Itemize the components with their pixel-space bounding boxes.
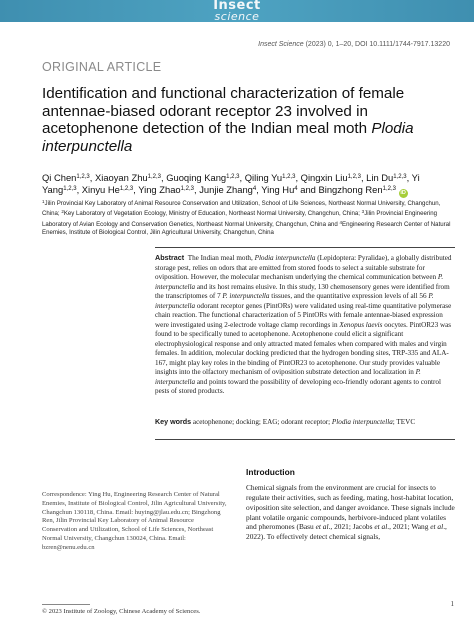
author-name: Junjie Zhang (199, 183, 253, 195)
footer-rule (42, 604, 90, 605)
introduction-text (246, 483, 456, 542)
abstract-species: P. interpunctella (155, 273, 444, 291)
abstract-text: odorant receptor genes (PintORs) were validated using real-time quantitative polymerase chain reaction. The functional characterization of 5 PintORs with female antennae-biased expression were investigated using 2-electrode voltage clamp recordings in (155, 301, 452, 329)
author-affiliation-marker: 1,2,3 (282, 174, 296, 180)
abstract-species: P. interpunctella (155, 292, 434, 310)
journal-citation (258, 41, 450, 48)
keywords-heading: Key words (155, 418, 192, 426)
author-separator: , (256, 183, 262, 195)
abstract-text: (Lepidoptera: Pyralidae), a globally distributed storage pest, relies on odors that are emitted from stored foods to select a suitable substrate for oviposition. However, the molecular mechanism underlying the chemical communication between (155, 254, 452, 281)
abstract-top-rule (155, 247, 455, 248)
author-name: Qiling Yu (244, 172, 283, 183)
intro-text: Chemical signals from the environment are crucial for insects to regulate their activities, such as feeding, mating, host-habitat location, oviposition site selection, and danger avoidance. These signals include plant volatile organic compounds, herbivore-induced plant volatiles and pheromones (Basu (246, 483, 455, 532)
journal-logo (195, 0, 279, 23)
author-separator: , (160, 172, 167, 183)
abstract-text: oocytes. PintOR23 was found to be specifically tuned to acetophenone. Acetophenone could elicit a significant electrophysiological response and only attracted mated females when compared with males and virgin females. In addition, molecular docking predicted that the hydrogen bonding sites, TRP-335 and ALA-167, might play key roles in the binding of PintOR23 to acetophenone. Our study provides valuable insights into the olfactory mechanism of oviposition substrate detection and localization in (155, 320, 452, 376)
citation-details: (2023) 0, 1–20, DOI 10.1111/1744-7917.13220 (303, 41, 450, 48)
affiliation-number: 3 (361, 209, 365, 215)
author-name: Yi Yang (42, 172, 420, 195)
intro-etal: et al (430, 522, 444, 532)
author-name: Ying Hu (261, 183, 295, 195)
author-affiliation-marker: 4 (252, 185, 257, 192)
orcid-icon[interactable]: iD (400, 189, 406, 196)
author-separator: , (76, 183, 82, 195)
copyright-notice: © 2023 Institute of Zoology, Chinese Academy of Sciences. (42, 608, 201, 615)
affiliations (42, 198, 452, 237)
keywords-species: Plodia interpunctella (331, 418, 393, 426)
affiliation-number: 1 (42, 199, 45, 204)
author-separator: , (239, 172, 245, 183)
abstract-species: Plodia interpunctella (254, 254, 316, 262)
affiliation-item (61, 210, 361, 217)
title-main: Identification and functional characterization of female antennae-biased odorant receptor 23 involved in acetophenone detection of the Indian meal moth (42, 85, 405, 138)
keywords (155, 418, 455, 428)
author-affiliation-marker: 1,2,3 (119, 185, 134, 192)
article-type: ORIGINAL ARTICLE (42, 60, 162, 74)
abstract-species: P. interpunctella (155, 368, 421, 386)
affiliation-text: Jilin Provincial Key Laboratory of Animal Resource Conservation and Utilization, School of Life Sciences, Northeast Normal University, Changchun, China; (42, 200, 441, 218)
keywords-text: acetophenone; docking; EAG; odorant receptor; (191, 418, 332, 426)
author-name: Bingzhong Ren (318, 183, 383, 195)
author-separator: , (406, 172, 412, 183)
author-affiliation-marker: 1,2,3 (63, 185, 77, 192)
abstract-text: tissues, and the quantitative expression levels of all 56 (269, 292, 429, 300)
page-number: 1 (450, 600, 454, 608)
abstract-species: Xenopus laevis (339, 320, 383, 329)
abstract (155, 253, 455, 397)
introduction-heading: Introduction (246, 467, 295, 477)
intro-text: ., 2022). To effectively detect chemical signals, (246, 522, 447, 542)
keywords-tail: ; TEVC (392, 418, 416, 426)
abstract-bottom-rule (155, 439, 455, 440)
author-affiliation-marker: 1,2,3 (76, 174, 90, 180)
title-species: Plodia interpunctella (42, 120, 414, 155)
author-name: Xinyu He (81, 183, 120, 195)
author-name: Xiaoyan Zhu (94, 172, 148, 183)
correspondence-note: Correspondence: Ying Hu, Engineering Research Center of Natural Enemies, Institute of Biological Control, Jilin Agricultural University, Changchun 130118, China. Email: huying@jlau.edu.cn; Bingzhong Ren, Jilin Provincial Key Laboratory of Animal Resource Conservation and Utilization, School of Life Sciences, Northeast Normal University, Changchun 130024, China. Email: bzren@nenu.edu.cn (42, 491, 227, 551)
journal-name: Insect Science (258, 41, 304, 48)
journal-banner (0, 0, 474, 22)
author-affiliation-marker: 1,2,3 (226, 174, 240, 180)
author-separator: and (297, 183, 319, 195)
author-name: Lin Du (366, 172, 394, 183)
author-name: Qi Chen (42, 172, 77, 183)
article-title (42, 85, 442, 155)
logo-line-1: Insect (213, 0, 261, 13)
author-separator: , (133, 183, 139, 195)
intro-text: ., 2021; Jacobs (328, 522, 375, 532)
abstract-text: and points toward the possibility of developing eco-friendly odorant agents to control pests of stored products. (155, 377, 441, 395)
author-affiliation-marker: 1,2,3 (347, 174, 361, 180)
author-separator: , (295, 172, 301, 183)
author-name: Guoqing Kang (166, 172, 227, 183)
author-affiliation-marker: 1,2,3 (147, 174, 161, 180)
affiliation-text: Jilin Provincial Engineering Laboratory of Avian Ecology and Conservation Genetics, Northeast Normal University, Changchun, China and (42, 210, 438, 228)
author-separator: , (360, 172, 367, 183)
intro-etal: et al (315, 522, 329, 532)
logo-line-2: science (214, 10, 260, 23)
affiliation-number: 2 (61, 209, 64, 215)
abstract-heading: Abstract (155, 253, 185, 262)
abstract-species: P. interpunctella (222, 292, 270, 300)
abstract-text: and its host remains elusive. In this study, 130 chemosensory genes were identified from the transcriptomes of 7 (155, 282, 450, 300)
intro-text: ., 2021; Wang (387, 522, 431, 532)
author-affiliation-marker: 1,2,3 (382, 185, 396, 192)
author-name: Qingxin Liu (300, 172, 348, 183)
affiliation-text: Key Laboratory of Vegetation Ecology, Ministry of Education, Northeast Normal University, Changchun, China; (63, 210, 362, 218)
author-separator: , (89, 172, 95, 183)
author-affiliation-marker: 1,2,3 (180, 185, 194, 192)
author-name: Ying Zhao (138, 183, 181, 195)
author-separator: , (193, 183, 200, 195)
authors-inline (42, 172, 420, 195)
author-affiliation-marker: 1,2,3 (393, 174, 407, 180)
intro-etal: et al (374, 522, 388, 532)
affiliation-text: Engineering Research Center of Natural Enemies, Institute of Biological Control, Jilin Agricultural University, Changchun, China (42, 220, 451, 236)
author-affiliation-marker: 4 (294, 185, 298, 192)
affiliation-number: 4 (339, 219, 343, 225)
author-list (42, 172, 452, 198)
abstract-text: The Indian meal moth, (187, 254, 255, 262)
